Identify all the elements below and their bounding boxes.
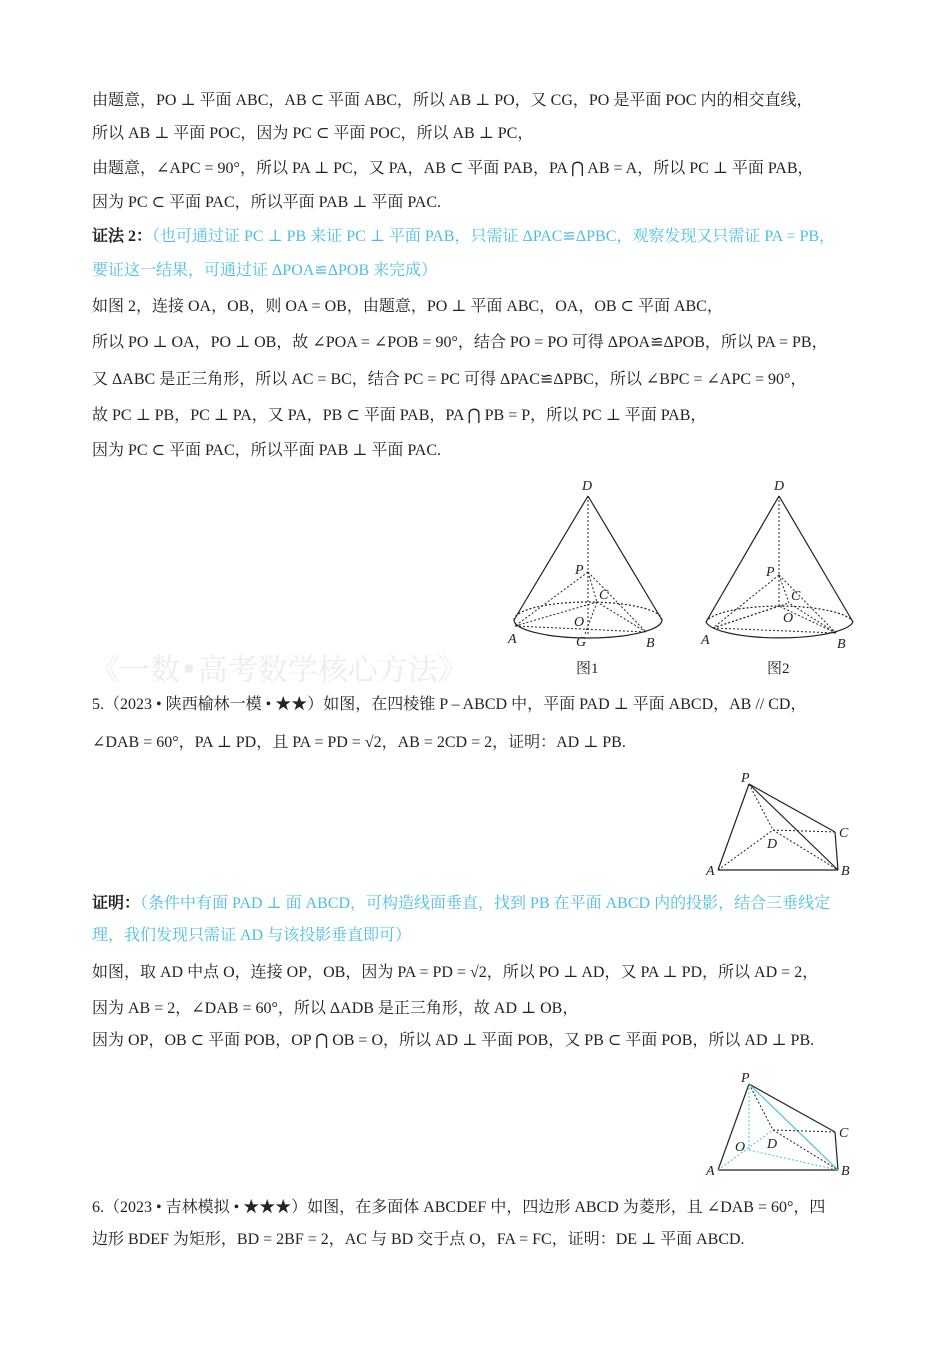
- text-line: 由题意，∠APC = 90°，所以 PA ⊥ PC，又 PA，AB ⊂ 平面 PAB，PA ⋂ AB = A，所以 PC ⊥ 平面 PAB，: [92, 160, 814, 177]
- cone-figure-2: [706, 496, 853, 638]
- hint-text: 要证这一结果，可通过证 ΔPOA≌ΔPOB 来完成）: [92, 262, 438, 279]
- label-P: P: [575, 563, 584, 578]
- figure-labels: [507, 479, 850, 1179]
- figure-1-caption: 图1: [576, 661, 599, 677]
- label-A: A: [706, 864, 715, 879]
- label-D: D: [582, 479, 593, 494]
- label-O: O: [735, 1140, 746, 1155]
- figure-2-caption: 图2: [767, 661, 790, 677]
- hint-text: （也可通过证 PC ⊥ PB 来证 PC ⊥ 平面 PAB，只需证 ΔPAC≌ΔPBC，观察发现又只需证 PA = PB，: [152, 228, 836, 245]
- text-line: 如图，取 AD 中点 O，连接 OP，OB，因为 PA = PD = √2，所以 PO ⊥ AD，又 PA ⊥ PD，所以 AD = 2，: [92, 964, 819, 981]
- text-line: 由题意，PO ⊥ 平面 ABC，AB ⊂ 平面 ABC，所以 AB ⊥ PO，又 CG，PO 是平面 POC 内的相交直线，: [92, 92, 813, 109]
- text-line: 因为 OP，OB ⊂ 平面 POB，OP ⋂ OB = O，所以 AD ⊥ 平面 POB，又 PB ⊂ 平面 POB，所以 AD ⊥ PB.: [92, 1032, 815, 1049]
- text-line: 如图 2，连接 OA，OB，则 OA = OB，由题意，PO ⊥ 平面 ABC，OA，OB ⊂ 平面 ABC，: [92, 298, 723, 315]
- pyramid-figure-q5: [718, 784, 838, 870]
- label-P: P: [741, 1071, 750, 1086]
- proof-label: 证明：: [92, 895, 141, 912]
- text-line: 故 PC ⊥ PB，PC ⊥ PA，又 PA，PB ⊂ 平面 PAB，PA ⋂ PB = P，所以 PC ⊥ 平面 PAB，: [92, 407, 707, 424]
- question-6-cont: 边形 BDEF 为矩形，BD = 2BF = 2，AC 与 BD 交于点 O，FA = FC，证明：DE ⊥ 平面 ABCD.: [92, 1231, 745, 1248]
- text-line: 又 ΔABC 是正三角形，所以 AC = BC，结合 PC = PC 可得 ΔPAC≌ΔPBC，所以 ∠BPC = ∠APC = 90°，: [92, 371, 807, 388]
- label-B: B: [837, 637, 846, 652]
- question-6: 6.（2023 • 吉林模拟 • ★★★）如图，在多面体 ABCDEF 中，四边形 ABCD 为菱形，且 ∠DAB = 60°，四: [92, 1199, 826, 1216]
- label-D: D: [767, 837, 778, 852]
- label-D: D: [767, 1137, 778, 1152]
- question-5-cont: ∠DAB = 60°，PA ⊥ PD，且 PA = PD = √2，AB = 2CD = 2，证明：AD ⊥ PB.: [92, 734, 626, 751]
- text-line: 因为 AB = 2，∠DAB = 60°，所以 ΔADB 是正三角形，故 AD ⊥ OB，: [92, 1000, 579, 1017]
- question-5: 5.（2023 • 陕西榆林一模 • ★★）如图，在四棱锥 P – ABCD 中，平面 PAD ⊥ 平面 ABCD，AB // CD，: [92, 696, 807, 713]
- method2-label: 证法 2：: [92, 228, 153, 245]
- label-B: B: [646, 636, 655, 651]
- label-C: C: [839, 826, 849, 841]
- label-P: P: [766, 565, 775, 580]
- label-O: O: [574, 615, 585, 630]
- label-D: D: [774, 479, 785, 494]
- pyramid-figure-proof5: [718, 1084, 838, 1170]
- label-A: A: [701, 633, 710, 648]
- hint-text: （条件中有面 PAD ⊥ 面 ABCD，可构造线面垂直，找到 PB 在平面 ABCD 内的投影，结合三垂线定: [140, 895, 831, 912]
- label-A: A: [508, 632, 517, 647]
- cone-figure-1: [514, 496, 662, 638]
- text-line: 因为 PC ⊂ 平面 PAC，所以平面 PAB ⊥ 平面 PAC.: [92, 442, 441, 459]
- text-line: 所以 PO ⊥ OA，PO ⊥ OB，故 ∠POA = ∠POB = 90°，结合 PO = PO 可得 ΔPOA≌ΔPOB，所以 PA = PB，: [92, 334, 828, 351]
- hint-text: 理，我们发现只需证 AD 与该投影垂直即可）: [92, 927, 412, 944]
- label-A: A: [706, 1164, 715, 1179]
- label-O: O: [783, 611, 794, 626]
- label-B: B: [841, 1164, 850, 1179]
- label-G: G: [576, 635, 587, 650]
- label-C: C: [791, 589, 801, 604]
- label-B: B: [841, 864, 850, 879]
- label-P: P: [741, 771, 750, 786]
- label-C: C: [839, 1126, 849, 1141]
- text-line: 所以 AB ⊥ 平面 POC，因为 PC ⊂ 平面 POC，所以 AB ⊥ PC，: [92, 125, 534, 142]
- watermark: 《一数•高考数学核心方法》: [90, 653, 468, 688]
- text-line: 因为 PC ⊂ 平面 PAC，所以平面 PAB ⊥ 平面 PAC.: [92, 194, 441, 211]
- label-C: C: [599, 588, 609, 603]
